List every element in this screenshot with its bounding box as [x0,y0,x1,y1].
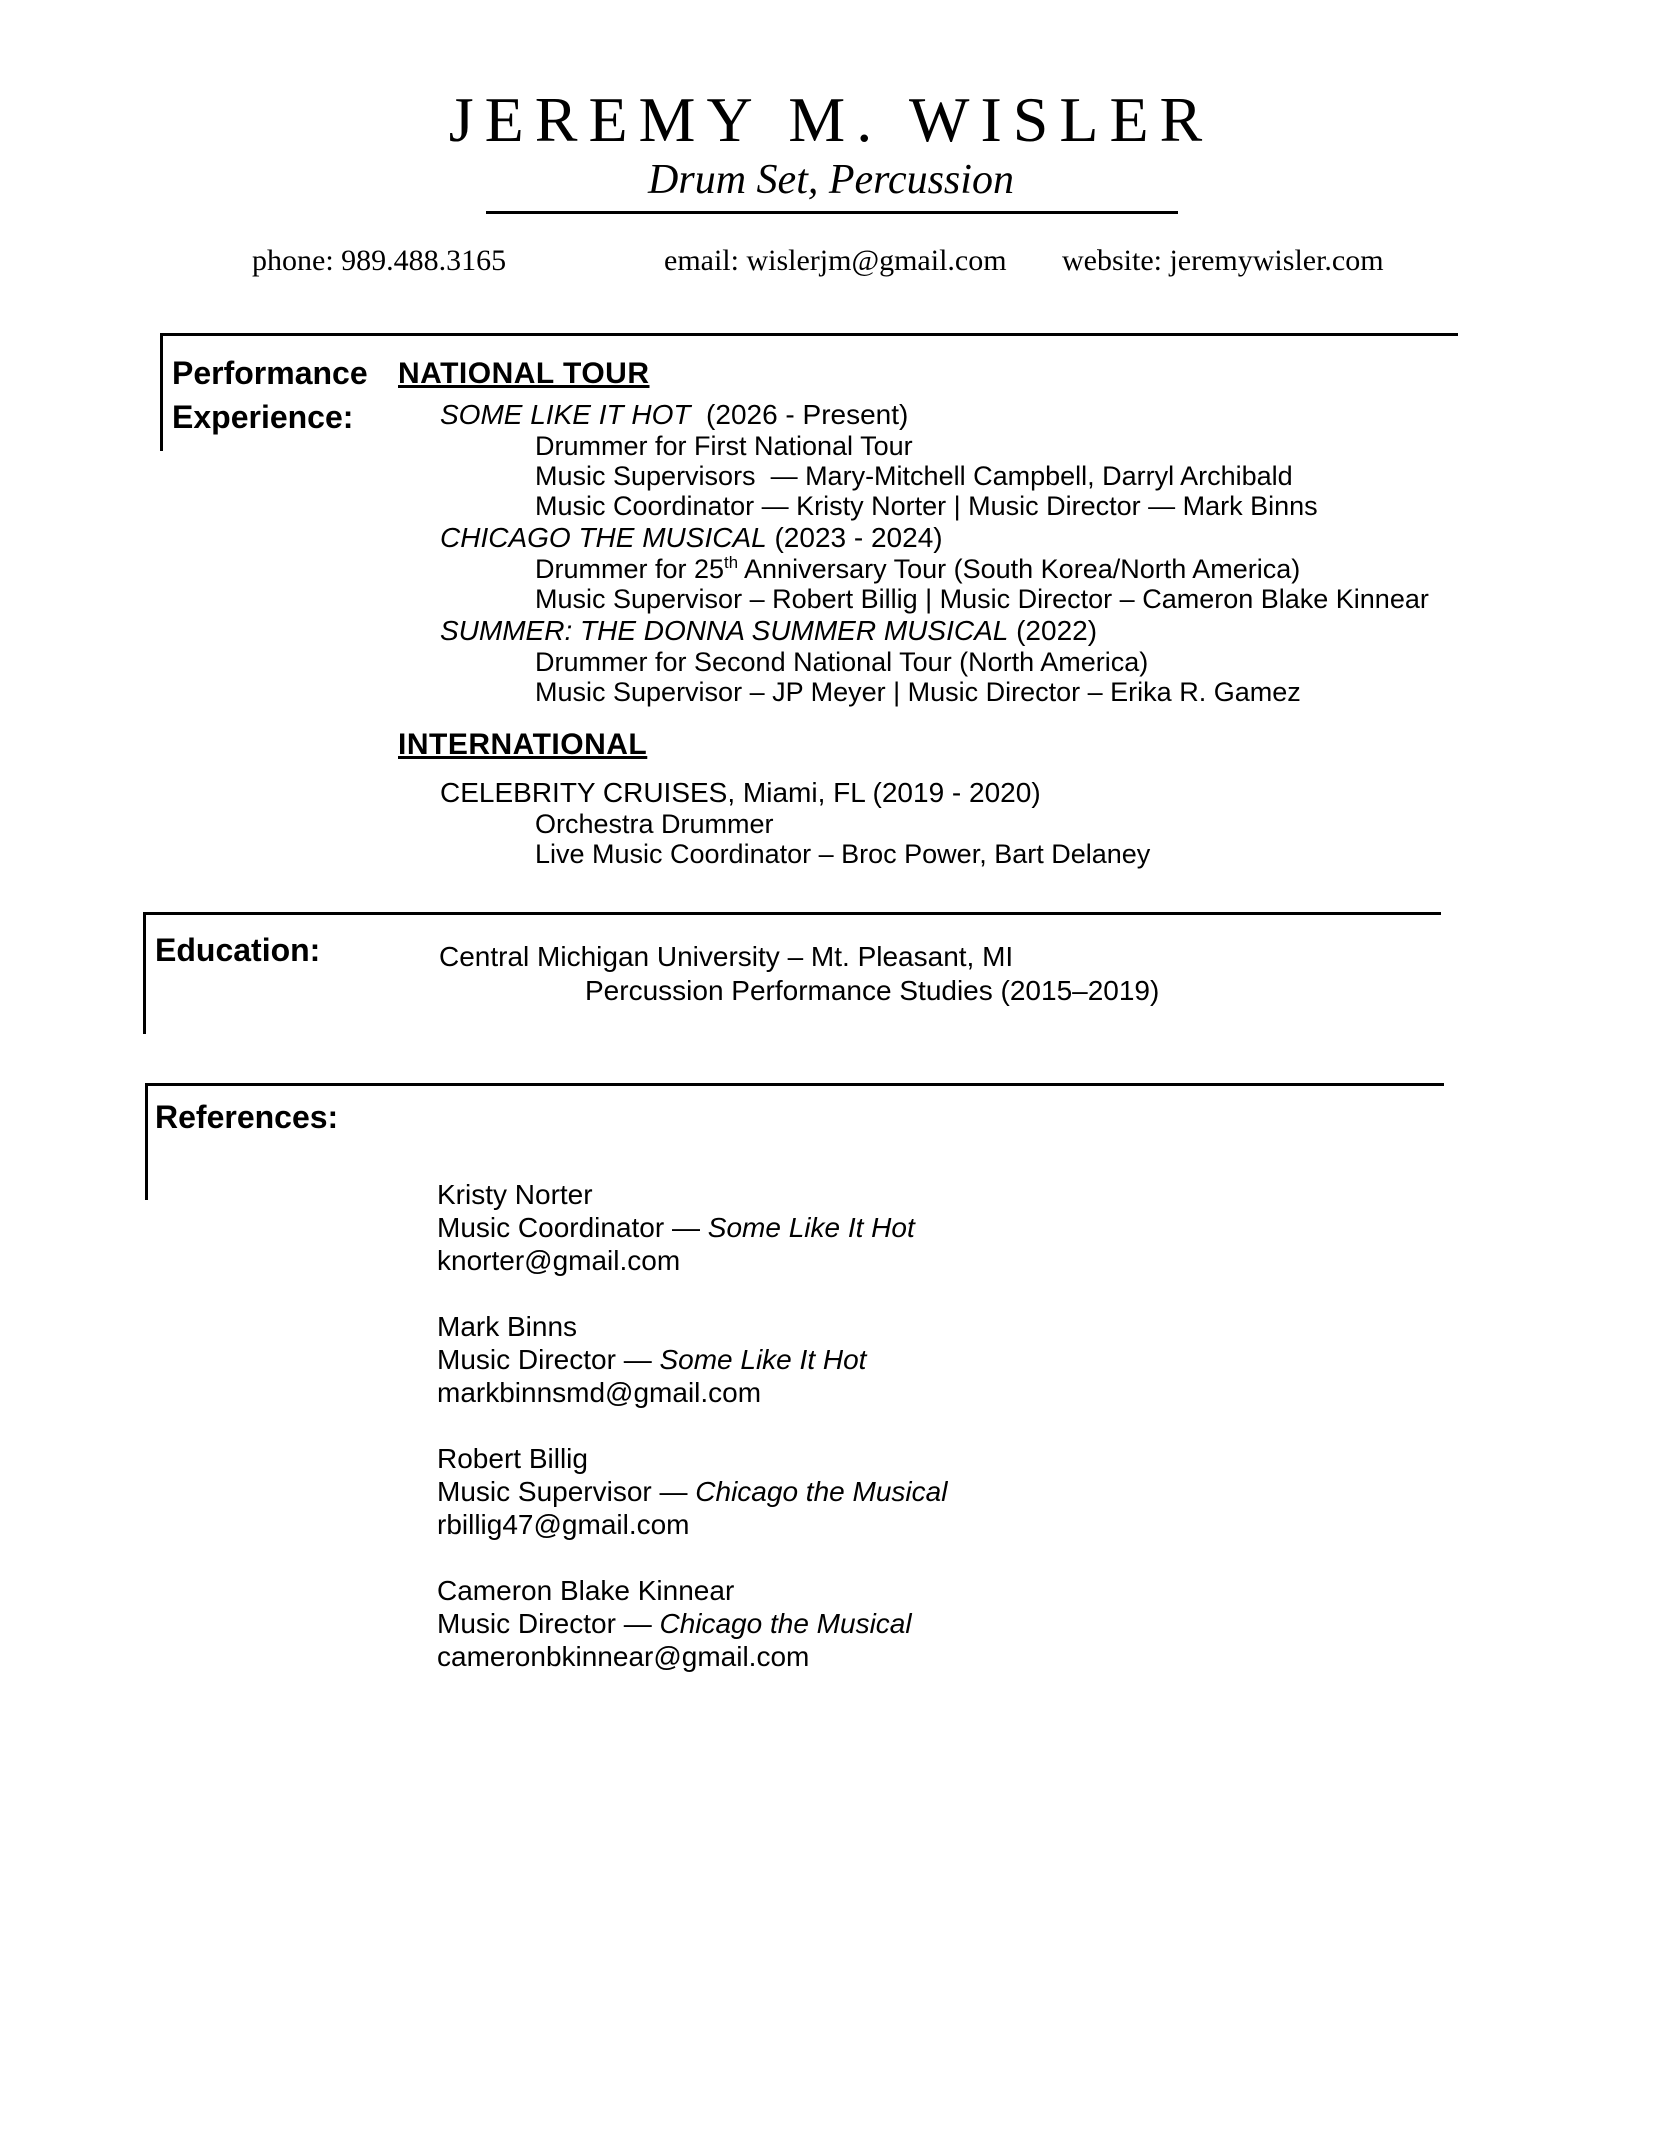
section-references [145,1083,1444,1135]
reference-role: Music Director — [437,1344,660,1375]
reference-show: Chicago the Musical [659,1608,912,1639]
reference-role: Music Supervisor — [437,1476,696,1507]
reference-role: Music Coordinator — [437,1212,708,1243]
group-heading-international: INTERNATIONAL [398,728,648,761]
contact-phone: phone: 989.488.3165 [252,244,507,277]
reference-name: Cameron Blake Kinnear [437,1575,735,1606]
reference-name: Mark Binns [437,1311,578,1342]
performance-experience-label [172,351,368,439]
page-subtitle: Drum Set, Percussion [648,157,1014,203]
show-dates: (2023 - 2024) [766,522,943,553]
header-divider [486,211,1178,214]
entry-detail [535,554,1458,584]
reference-role-line [437,1343,947,1376]
entry-detail: Drummer for First National Tour [535,431,913,461]
entry-detail: Music Supervisors — Mary-Mitchell Campbell, Darryl Archibald [535,461,1293,491]
section-left-border [143,915,146,1034]
page-title: JEREMY M. WISLER [448,84,1214,155]
entry-detail: Music Coordinator — Kristy Norter | Music Director — Mark Binns [535,491,1318,521]
entry-detail: Drummer for Second National Tour (North America) [535,647,1149,677]
performance-label-line1: Performance [172,355,368,391]
contact-website: website: jeremywisler.com [1062,244,1384,277]
reference-show: Some Like It Hot [707,1212,915,1243]
contact-email: email: wislerjm@gmail.com [664,244,1007,277]
reference-email: cameronbkinnear@gmail.com [437,1641,810,1672]
reference-entry [437,1574,947,1673]
education-program: Percussion Performance Studies (2015–2019) [585,975,1160,1006]
entry-title-celebrity-cruises: CELEBRITY CRUISES, Miami, FL (2019 - 2020) [440,777,1041,808]
entry-detail: Orchestra Drummer [535,809,774,839]
entry-detail: Live Music Coordinator – Broc Power, Bart Delaney [535,839,1151,869]
reference-email: markbinnsmd@gmail.com [437,1377,762,1408]
reference-entry [437,1442,947,1541]
detail-text: Drummer for 25 [535,554,725,584]
entry-title-chicago [440,522,1458,554]
education-label: Education: [155,932,321,968]
performance-experience-content [398,356,1458,869]
reference-role-line [437,1211,947,1244]
group-heading-national-tour: NATIONAL TOUR [398,357,650,390]
show-title: CHICAGO THE MUSICAL [440,522,767,553]
entry-detail: Music Supervisor – JP Meyer | Music Director – Erika R. Gamez [535,677,1301,707]
show-title: SOME LIKE IT HOT [440,399,691,430]
performance-label-line2: Experience: [172,399,354,435]
reference-role-line [437,1607,947,1640]
reference-entry [437,1310,947,1409]
reference-role-line [437,1475,947,1508]
education-school: Central Michigan University – Mt. Pleasant, MI [439,941,1014,972]
reference-name: Kristy Norter [437,1179,593,1210]
reference-email: knorter@gmail.com [437,1245,681,1276]
reference-show: Some Like It Hot [659,1344,867,1375]
section-left-border [145,1086,148,1200]
references-content [437,1178,947,1706]
reference-name: Robert Billig [437,1443,588,1474]
show-dates: (2022) [1008,615,1098,646]
entry-detail: Music Supervisor – Robert Billig | Music Director – Cameron Blake Kinnear [535,584,1429,614]
references-label: References: [155,1099,339,1135]
section-left-border [160,336,163,451]
ordinal-suffix: th [724,553,739,572]
reference-email: rbillig47@gmail.com [437,1509,690,1540]
reference-entry [437,1178,947,1277]
reference-role: Music Director — [437,1608,660,1639]
detail-text: Anniversary Tour (South Korea/North America) [738,554,1301,584]
entry-title-some-like-it-hot [440,399,1458,431]
reference-show: Chicago the Musical [695,1476,948,1507]
show-dates: (2026 - Present) [690,399,909,430]
education-content [439,940,1159,1008]
entry-title-summer [440,615,1458,647]
show-title: SUMMER: THE DONNA SUMMER MUSICAL [440,615,1009,646]
